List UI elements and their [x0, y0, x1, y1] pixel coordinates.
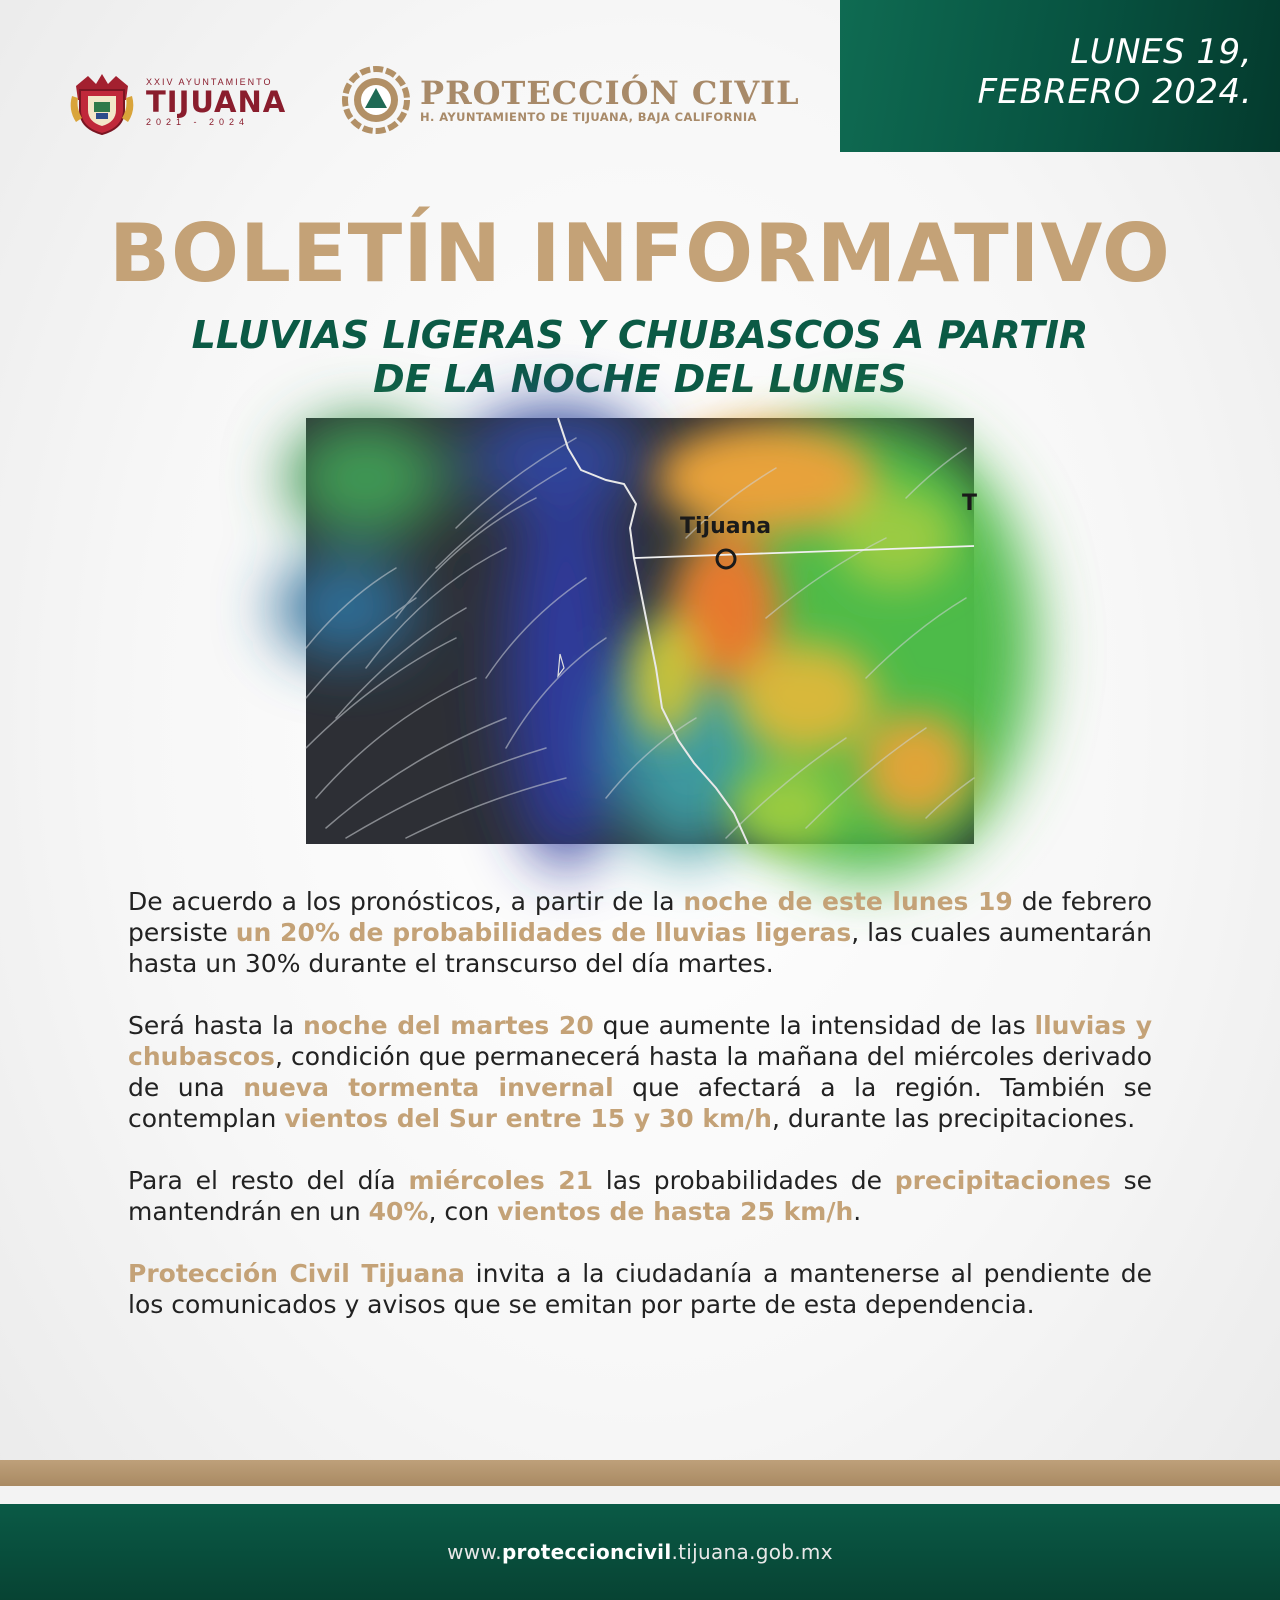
highlight-span: vientos de hasta 25 km/h [497, 1197, 854, 1226]
footer-gold-band [0, 1460, 1280, 1486]
subtitle-line-2: DE LA NOCHE DEL LUNES [373, 357, 907, 401]
highlight-span: precipitaciones [894, 1166, 1111, 1195]
footer-url-prefix: www. [447, 1540, 502, 1564]
text-span: las probabilidades de [593, 1166, 895, 1195]
tijuana-logo-text [146, 77, 286, 127]
proteccion-civil-subtitle: H. AYUNTAMIENTO DE TIJUANA, BAJA CALIFORNIA [420, 110, 757, 124]
weather-map-image [306, 418, 978, 844]
paragraph-4 [128, 1258, 1152, 1320]
tijuana-logo-years: 2021 - 2024 [146, 117, 250, 127]
proteccion-civil-title: PROTECCIÓN CIVIL [420, 74, 800, 112]
text-span: que afectará a la región. También se contemplan [128, 1073, 1153, 1133]
text-span: , durante las precipitaciones. [771, 1104, 1136, 1133]
footer-url-bold: proteccioncivil [501, 1540, 672, 1564]
highlight-span: miércoles 21 [408, 1166, 594, 1195]
text-span: De acuerdo a los pronósticos, a partir de la [128, 887, 684, 916]
footer-url-suffix: .tijuana.gob.mx [671, 1540, 833, 1564]
text-span: de febrero persiste [128, 887, 1152, 947]
tijuana-logo [66, 66, 286, 138]
text-span: , con [428, 1197, 498, 1226]
bulletin-body [128, 886, 1152, 1351]
proteccion-civil-logo [342, 66, 800, 134]
text-span: , condición que permanecerá hasta la mañana del miércoles derivado de una [128, 1042, 1152, 1102]
weather-map [306, 418, 978, 844]
text-span: Será hasta la [128, 1011, 304, 1040]
highlight-span: noche de este lunes 19 [683, 887, 1013, 916]
paragraph-3 [128, 1165, 1152, 1227]
tijuana-coat-of-arms-icon [66, 66, 138, 138]
bulletin-title: BOLETÍN INFORMATIVO [109, 207, 1171, 300]
text-span: se mantendrán en un [128, 1166, 1152, 1226]
date-line-2: FEBRERO 2024. [977, 72, 1252, 112]
text-span: que aumente la intensidad de las [593, 1011, 1035, 1040]
text-span: , las cuales aumentarán hasta un 30% durante el transcurso del día martes. [128, 918, 1152, 978]
footer [0, 1504, 1280, 1600]
footer-url[interactable] [447, 1540, 833, 1564]
map-label-edge: T [962, 491, 978, 516]
footer-divider [0, 1486, 1280, 1504]
highlight-span: 40% [368, 1197, 429, 1226]
paragraph-1 [128, 886, 1152, 979]
highlight-span: lluvias y chubascos [128, 1011, 1152, 1071]
highlight-span: noche del martes 20 [303, 1011, 594, 1040]
highlight-span: vientos del Sur entre 15 y 30 km/h [284, 1104, 772, 1133]
tijuana-logo-small: XXIV AYUNTAMIENTO [146, 77, 273, 87]
highlight-span: nueva tormenta invernal [243, 1073, 614, 1102]
highlight-span: un 20% de probabilidades de lluvias ligeras [235, 918, 852, 947]
date-box [840, 0, 1280, 152]
date-line-1: LUNES 19, [1070, 32, 1252, 72]
subtitle-line-1: LLUVIAS LIGERAS Y CHUBASCOS A PARTIR [191, 313, 1089, 357]
bulletin-subtitle [0, 313, 1280, 401]
tijuana-logo-name: TIJUANA [146, 85, 287, 119]
text-span: invita a la ciudadanía a mantenerse al pendiente de los comunicados y avisos que se emitan por parte de esta dependencia. [128, 1259, 1152, 1319]
proteccion-civil-emblem-icon [342, 66, 410, 134]
paragraph-2 [128, 1010, 1152, 1134]
text-span: Para el resto del día [128, 1166, 409, 1195]
highlight-span: Protección Civil Tijuana [128, 1259, 465, 1288]
proteccion-civil-logo-text [420, 76, 800, 124]
text-span: . [853, 1197, 862, 1226]
map-label-tijuana: Tijuana [680, 514, 772, 539]
